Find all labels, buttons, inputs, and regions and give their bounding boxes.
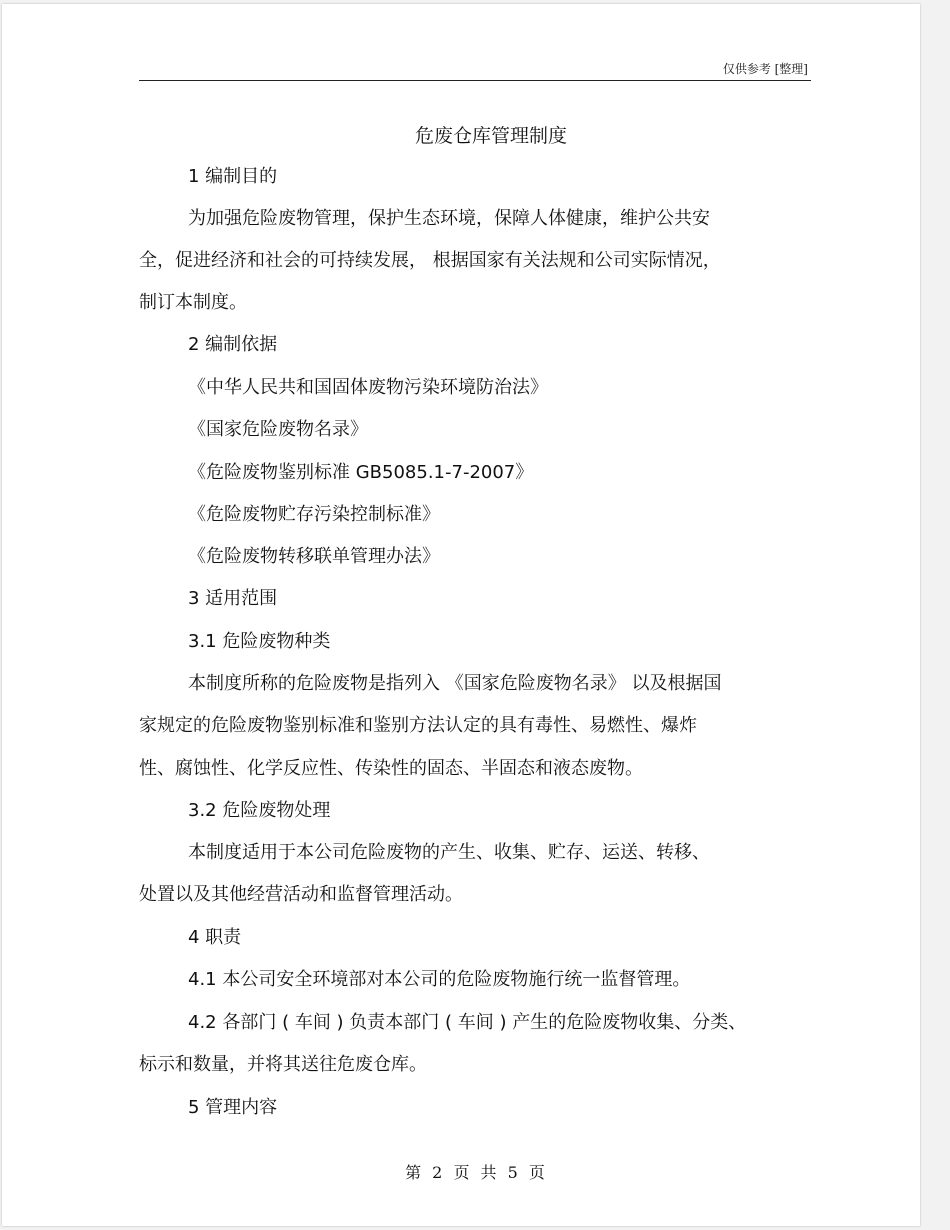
reference-item: 《危险废物鉴别标准 GB5085.1-7-2007》 — [188, 462, 534, 483]
paragraph-line: 处置以及其他经营活动和监督管理活动。 — [139, 884, 463, 905]
paragraph-line: 全，促进经济和社会的可持续发展， 根据国家有关法规和公司实际情况， — [139, 250, 721, 271]
page-number: 第 2 页 共 5 页 — [405, 1163, 545, 1182]
header-rule — [139, 80, 811, 81]
section-heading-2: 2 编制依据 — [188, 334, 278, 355]
reference-item: 《国家危险废物名录》 — [188, 419, 368, 440]
section-heading-1: 1 编制目的 — [188, 166, 278, 187]
reference-item: 《中华人民共和国固体废物污染环境防治法》 — [188, 377, 548, 398]
document-page — [2, 4, 920, 1226]
paragraph-line: 为加强危险废物管理，保护生态环境，保障人体健康，维护公共安 — [188, 208, 710, 229]
subsection-heading-3-1: 3.1 危险废物种类 — [188, 631, 331, 652]
page-title: 危废仓库管理制度 — [414, 125, 567, 147]
paragraph-line: 本制度所称的危险废物是指列入 《国家危险废物名录》 以及根据国 — [188, 673, 722, 694]
reference-item: 《危险废物贮存污染控制标准》 — [188, 504, 440, 525]
paragraph-line: 性、腐蚀性、化学反应性、传染性的固态、半固态和液态废物。 — [139, 758, 643, 779]
subsection-heading-3-2: 3.2 危险废物处理 — [188, 800, 331, 821]
paragraph-line: 4.2 各部门 ( 车间 ) 负责本部门 ( 车间 ) 产生的危险废物收集、分类、 — [188, 1012, 747, 1033]
section-heading-5: 5 管理内容 — [188, 1097, 278, 1118]
paragraph-line: 本制度适用于本公司危险废物的产生、收集、贮存、运送、转移、 — [188, 842, 710, 863]
paragraph-line: 标示和数量，并将其送往危废仓库。 — [139, 1054, 427, 1075]
paragraph-line: 家规定的危险废物鉴别标准和鉴别方法认定的具有毒性、易燃性、爆炸 — [139, 715, 697, 736]
reference-item: 《危险废物转移联单管理办法》 — [188, 546, 440, 567]
header-note: 仅供参考 [整理] — [722, 62, 808, 76]
section-heading-3: 3 适用范围 — [188, 588, 278, 609]
paragraph-line: 制订本制度。 — [139, 292, 247, 313]
section-heading-4: 4 职责 — [188, 927, 242, 948]
paragraph-line: 4.1 本公司安全环境部对本公司的危险废物施行统一监督管理。 — [188, 969, 691, 990]
